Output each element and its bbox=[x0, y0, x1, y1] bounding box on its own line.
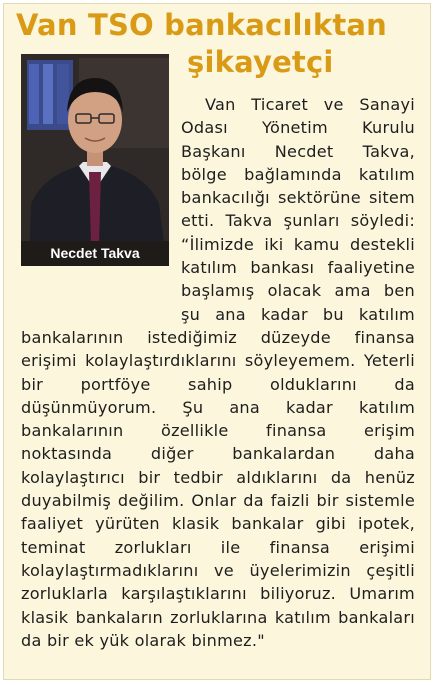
photo-caption: Necdet Takva bbox=[21, 241, 169, 266]
headline-line-1: Van TSO bankacılıktan bbox=[16, 8, 387, 42]
article-body-text: Van Ticaret ve Sanayi Odası Yönetim Kurulu Başkanı Necdet Takva, bölge bağlamında katılım bankacılığı sektörüne sitem etti. Takva şunları söyledi: “İlimizde iki kamu destekli katılım bankası faaliyetine başlamış olacak ama ben şu ana kadar bu katılım bankalarının istediğimiz düzeyde finansa erişimi kolaylaştırdıklarını söyleyemem. Yeterli bir portföye sahip olduklarını da düşünmüyorum. Şu ana kadar katılım bankalarının özellikle finansa erişim noktasında diğer bankalardan daha kolaylaştırıcı bir tedbir aldıklarını da henüz duyabilmiş değilim. Onlar da faizli bir sistemle faaliyet yürüten klasik bankalar gibi ipotek, teminat zorlukları ile finansa erişimi kolaylaştırmadıklarını ve üyelerimizin çeşitli zorluklarla karşılaştıklarını biliyoruz. Umarım klasik bankaların zorluklarına katılım bankaları da bir ek yük olarak binmez." bbox=[21, 95, 415, 650]
article-body bbox=[21, 93, 415, 652]
headline-line-2: şikayetçi bbox=[187, 45, 334, 79]
photo-wrap-spacer bbox=[21, 93, 181, 303]
article-panel bbox=[3, 3, 431, 680]
